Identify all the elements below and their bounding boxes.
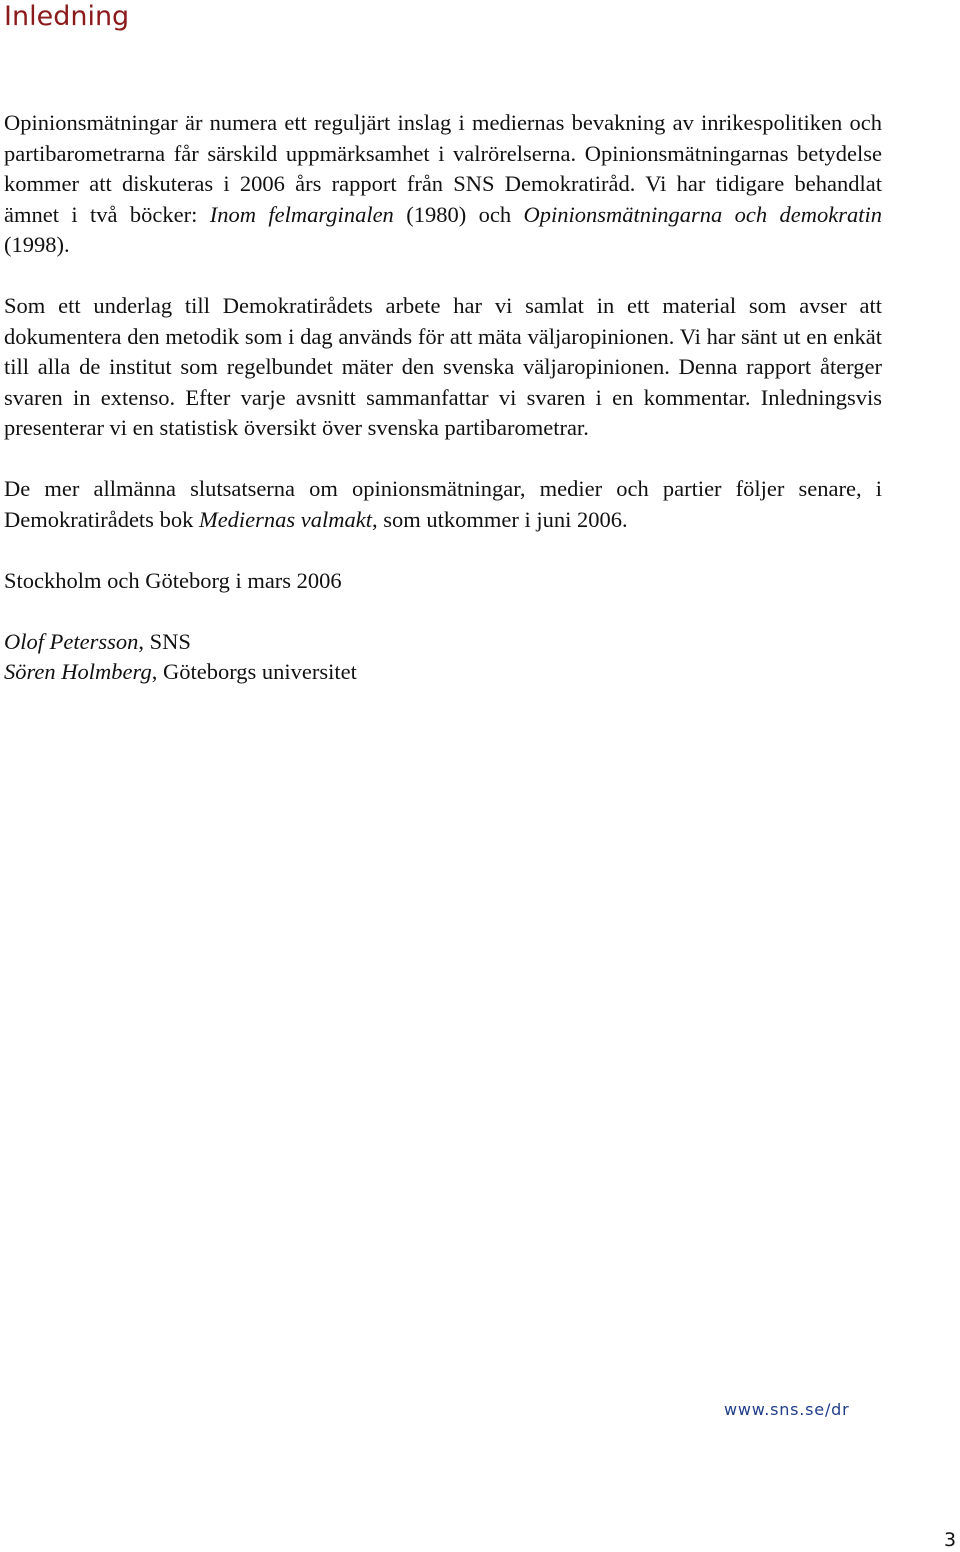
place-date: Stockholm och Göteborg i mars 2006 [4,567,342,593]
author-affiliation: , Göteborgs universitet [151,659,357,684]
paragraph-text: De mer allmänna slutsatserna om opinionsmätningar, medier och partier följer senare, i Demokratirådets bok [4,476,882,532]
page-number: 3 [944,1529,957,1551]
paragraph-text: Som ett underlag till Demokratirådets arbete har vi samlat in ett material som avser att dokumentera den metodik som i dag används för att mäta väljaropinionen. Vi har sänt ut en enkät till alla de institut som regelbundet mäter den svenska väljaropinionen. Denna rapport återger svaren in extenso. Efter varje avsnitt sammanfattar vi svaren i en kommentar. Inledningsvis presenterar vi en statistisk översikt över svenska partibarometrar. [4,293,882,440]
paragraph-text: (1980) och [393,201,524,227]
paragraph-method [4,291,882,444]
book-title: Opinionsmätningarna och demokratin [523,201,883,227]
paragraph-conclusions [4,474,882,535]
author-name: Sören Holmberg [4,659,152,684]
book-title: Inom felmarginalen [209,201,394,227]
book-title: Mediernas valmakt [198,506,373,532]
page-title: Inledning [4,1,130,32]
author-affiliation: , SNS [138,628,191,654]
signature-line [4,627,882,658]
paragraph-text: (1998). [4,232,70,257]
paragraph-text: , som utkommer i juni 2006. [372,506,628,532]
signature-line [4,657,882,688]
paragraph-intro [4,108,882,261]
paragraph-text: Opinionsmätningar är numera ett reguljärt inslag i mediernas bevakning av inrikespolitiken och partibarometrarna får särskild uppmärksamhet i valrörelserna. Opinionsmätningarnas betydelse kommer att diskuteras i 2006 års rapport från SNS Demokratiråd. Vi har tidigare behandlat ämnet i två böcker: [4,110,882,227]
author-name: Olof Petersson [4,628,139,654]
website-link[interactable]: www.sns.se/dr [724,1400,850,1419]
document-body [4,108,882,688]
